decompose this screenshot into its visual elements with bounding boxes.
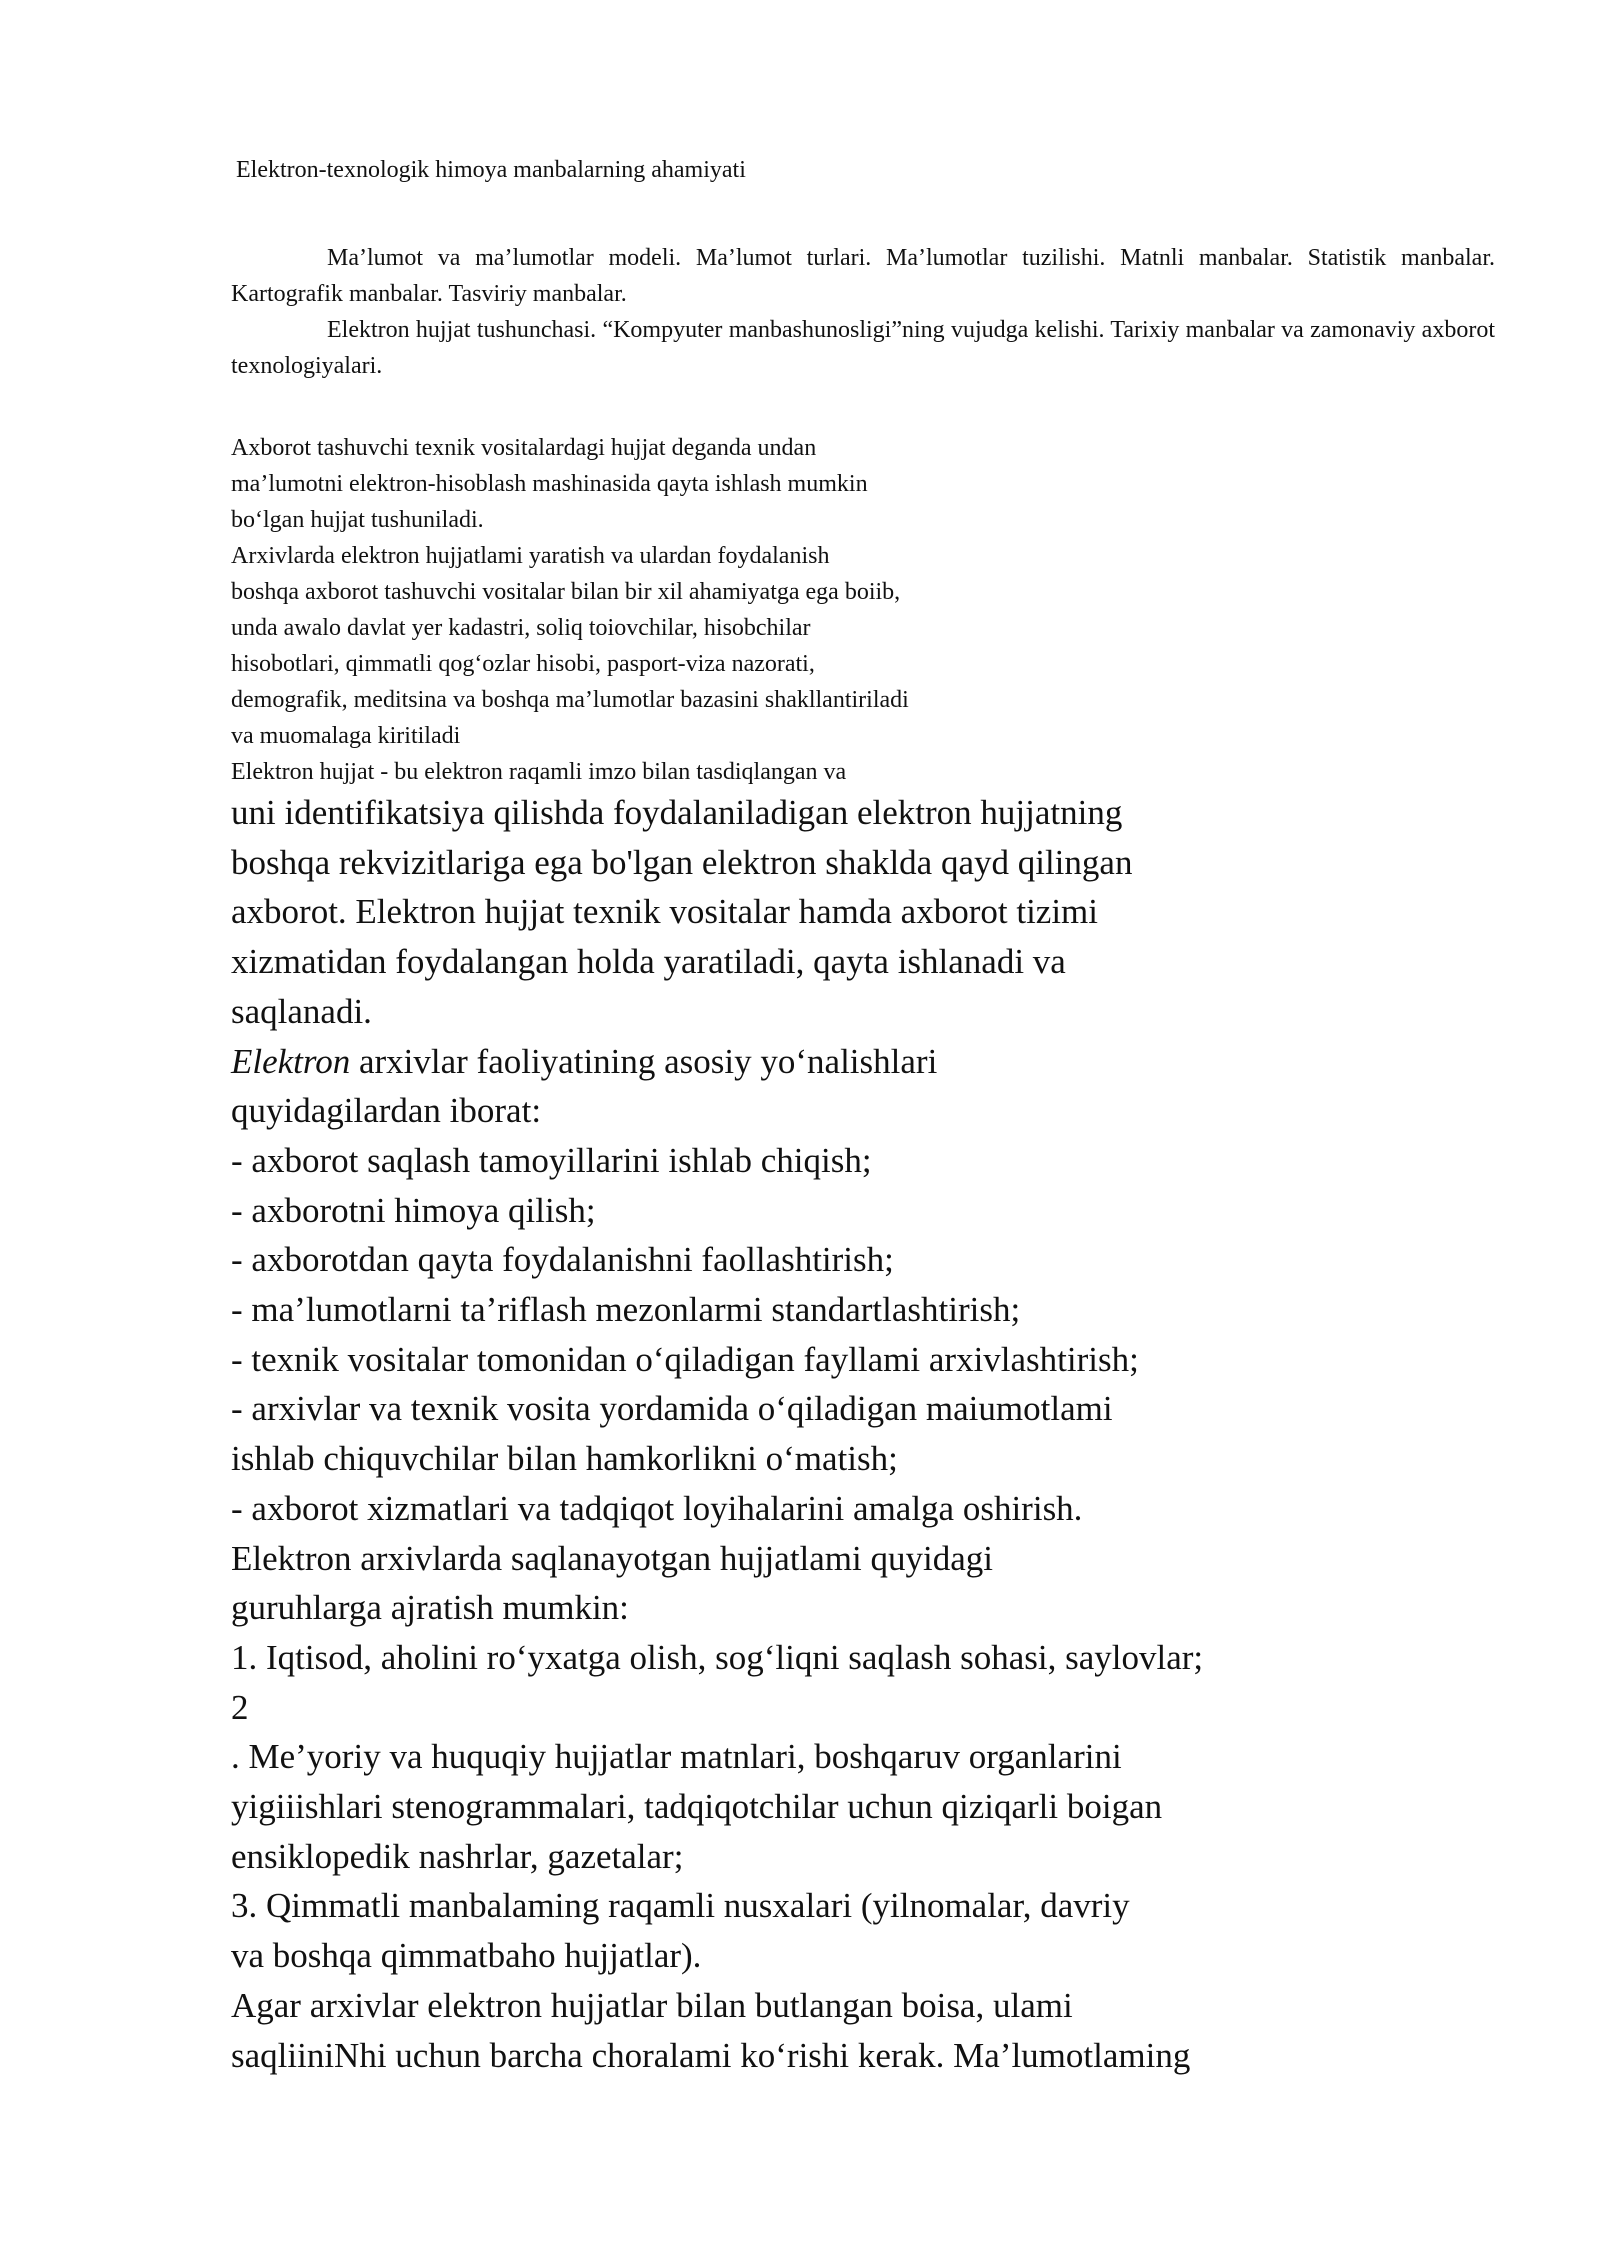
text-line: va muomalaga kiritiladi <box>231 723 461 749</box>
text-line: hisobotlari, qimmatli qog‘ozlar hisobi, pasport-viza nazorati, <box>231 651 815 677</box>
text-line: guruhlarga ajratish mumkin: <box>231 1588 629 1628</box>
text-line: Axborot tashuvchi texnik vositalardagi hujjat deganda undan <box>231 435 817 461</box>
text-line: boshqa axborot tashuvchi vositalar bilan bir xil ahamiyatga ega boiib, <box>231 579 901 605</box>
intro-paragraph: Ma’lumot va ma’lumotlar modeli. Ma’lumot turlari. Ma’lumotlar tuzilishi. Matnli manbalar. Statistik manbalar. Kartografik manbalar. Tasviriy manbalar. <box>231 245 1495 307</box>
numbered-item: 1. Iqtisod, aholini ro‘yxatga olish, sog‘liqni saqlash sohasi, saylovlar; <box>231 1637 1204 1677</box>
list-item: - arxivlar va texnik vosita yordamida o‘qiladigan maiumotlami <box>231 1389 1113 1429</box>
intro-section <box>231 240 1495 384</box>
text-line: demografik, meditsina va boshqa ma’lumotlar bazasini shakllantiriladi <box>231 687 909 713</box>
text-line: yigiiishlari stenogrammalari, tadqiqotchilar uchun qiziqarli boigan <box>231 1787 1163 1827</box>
italic-word: Elektron <box>231 1041 351 1081</box>
text-line: unda awalo davlat yer kadastri, soliq toiovchilar, hisobchilar <box>231 615 811 641</box>
text-line: saqliiniNhi uchun barcha choralami ko‘rishi kerak. Ma’lumotlaming <box>231 2035 1191 2075</box>
list-item: - axborot saqlash tamoyillarini ishlab chiqish; <box>231 1140 872 1180</box>
list-item: - axborotdan qayta foydalanishni faollashtirish; <box>231 1240 894 1280</box>
text-line: Arxivlarda elektron hujjatlami yaratish va ulardan foydalanish <box>231 543 830 569</box>
text-line: uni identifikatsiya qilishda foydalaniladigan elektron hujjatning <box>231 793 1123 832</box>
text-line-italic-lead <box>231 1037 1203 1087</box>
intro-paragraph: Elektron hujjat tushunchasi. “Kompyuter manbashunosligi”ning vujudga kelishi. Tarixiy manbalar va zamonaviy axborot texnologiyalari. <box>231 317 1495 379</box>
numbered-item: . Me’yoriy va huquqiy hujjatlar matnlari, boshqaruv organlarini <box>231 1737 1122 1777</box>
text-line: axborot. Elektron hujjat texnik vositalar hamda axborot tizimi <box>231 892 1099 932</box>
list-item: - texnik vositalar tomonidan o‘qiladigan fayllami arxivlashtirish; <box>231 1339 1139 1379</box>
line-rest: arxivlar faoliyatining asosiy yo‘nalishlari <box>350 1041 938 1081</box>
numbered-item: 3. Qimmatli manbalaming raqamli nusxalari (yilnomalar, davriy <box>231 1886 1130 1926</box>
text-line: boshqa rekvizitlariga ega bo'lgan elektron shaklda qayd qilingan <box>231 842 1133 882</box>
text-line: Elektron arxivlarda saqlanayotgan hujjatlami quyidagi <box>231 1538 993 1578</box>
text-line: saqlanadi. <box>231 991 372 1031</box>
list-item: - axborotni himoya qilish; <box>231 1190 596 1230</box>
list-item: - axborot xizmatlari va tadqiqot loyihalarini amalga oshirish. <box>231 1488 1083 1528</box>
text-line: ishlab chiquvchilar bilan hamkorlikni o‘matish; <box>231 1439 898 1479</box>
text-line: Elektron hujjat - bu elektron raqamli imzo bilan tasdiqlangan va <box>231 759 847 785</box>
text-line: bo‘lgan hujjat tushuniladi. <box>231 507 484 533</box>
text-line: quyidagilardan iborat: <box>231 1091 542 1131</box>
large-text-block <box>231 788 1203 2080</box>
list-item: - ma’lumotlarni ta’riflash mezonlarmi standartlashtirish; <box>231 1290 1021 1330</box>
text-line: ma’lumotni elektron-hisoblash mashinasida qayta ishlash mumkin <box>231 471 868 497</box>
text-line: 2 <box>231 1687 249 1727</box>
text-line: xizmatidan foydalangan holda yaratiladi, qayta ishlanadi va <box>231 942 1066 982</box>
text-line: ensiklopedik nashrlar, gazetalar; <box>231 1836 684 1876</box>
text-line: Agar arxivlar elektron hujjatlar bilan butlangan boisa, ulami <box>231 1985 1073 2025</box>
small-text-block <box>231 430 909 790</box>
document-title: Elektron-texnologik himoya manbalarning ahamiyati <box>236 157 746 183</box>
text-line: va boshqa qimmatbaho hujjatlar). <box>231 1936 702 1976</box>
